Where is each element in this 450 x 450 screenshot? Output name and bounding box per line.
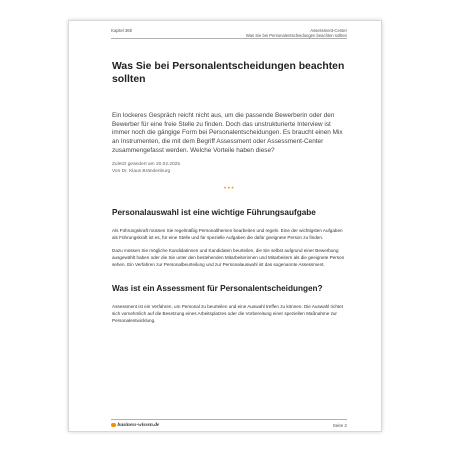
- header-section: Assessment-Center: [310, 28, 347, 33]
- logo-text: business-wissen.de: [117, 422, 160, 428]
- article-lead: Ein lockeres Gespräch reicht nicht aus, um die passende Bewerberin oder den Bewerber für eine freie Stelle zu finden. Doch das unstrukturierte Interview ist immer noch die gängige Form bei Personalentscheidungen. Es braucht einen Mix an Instrumenten, die mit dem Begriff Assessment oder Assessment-Center zusammengefasst werden. Welche Vorteile haben diese?: [112, 112, 343, 154]
- section-heading: Personalauswahl ist eine wichtige Führungsaufgabe: [112, 208, 316, 218]
- document-page: [68, 20, 382, 432]
- article-content: [112, 61, 347, 324]
- logo-dot-icon: [111, 423, 116, 428]
- section-paragraph: Als Führungskraft müssen Sie regelmäßig Personalthemen bearbeiten und regeln. Eine der wichtigsten Aufgaben als Führungskraft ist es, für eine Stelle und für spezielle Aufgaben die dafür geeignete Person zu finden.: [112, 227, 343, 240]
- brand-logo: [111, 422, 159, 428]
- changed-date: Zuletzt geändert am 20.02.2025: [112, 162, 181, 168]
- article-meta: [112, 161, 347, 175]
- section-paragraph: Dazu müssen Sie mögliche Kandidatinnen und Kandidaten beurteilen, die Sie selbst aufgrund einer Bewerbung ausgewählt haben oder die Sie unter den bestehenden Mitarbeiterinnen und Mitarbeitern als die geeignete Person sehen. Ein Verfahren zur Personalbeurteilung und zur Personalauswahl ist das sogenannte Assessment.: [112, 247, 345, 267]
- section-heading: Was ist ein Assessment für Personalentscheidungen?: [112, 283, 323, 293]
- section-paragraph: Assessment ist ein Verfahren, um Personal zu beurteilen und eine Auswahl treffen zu können. Die Auswahl richtet sich vornehmlich auf die Besetzung eines Arbeitsplatzes oder die Vorbereitung einer speziellen Maßnahme zur Personalentwicklung.: [112, 303, 344, 323]
- header-subsection: Was Sie bei Personalentscheidungen beachten sollten: [245, 33, 347, 39]
- header-chapter: Kapitel 368: [111, 28, 132, 33]
- article-title: Was Sie bei Personalentscheidungen beachten sollten: [112, 61, 345, 85]
- footer-divider: [111, 419, 347, 420]
- separator-dots: •••: [223, 185, 236, 193]
- header-divider: [111, 38, 347, 39]
- page-number: Seite 2: [332, 422, 347, 428]
- author: Von Dr. Klaus Brändenburg: [112, 169, 171, 175]
- page-footer: [111, 422, 347, 430]
- page-header: [111, 27, 347, 43]
